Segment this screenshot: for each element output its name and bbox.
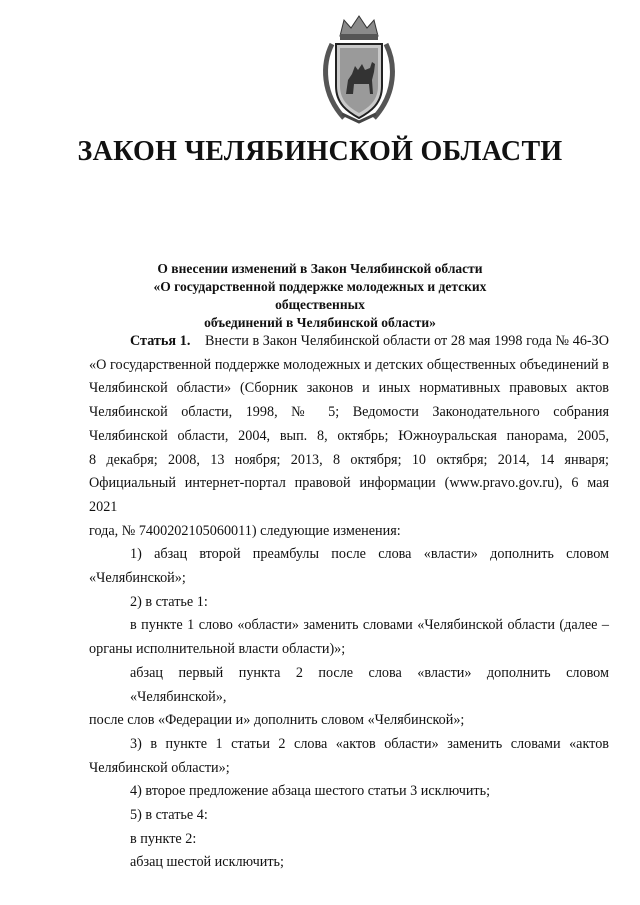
item-line: 2) в статье 1:	[130, 593, 208, 610]
item-line: 1) абзац второй преамбулы после слова «власти» дополнить словом	[130, 546, 609, 563]
article-label: Статья 1.	[130, 333, 191, 349]
item-line: органы исполнительной власти области)»;	[89, 641, 346, 658]
item-paragraph	[89, 543, 609, 590]
article-text: Внести в Закон Челябинской области от 28 мая 1998 года № 46-ЗО	[205, 333, 609, 349]
item-line: абзац шестой исключить;	[130, 854, 284, 871]
law-title: ЗАКОН ЧЕЛЯБИНСКОЙ ОБЛАСТИ	[77, 136, 563, 167]
article-line: Челябинской области, 2004, вып. 8, октябрь; Южноуральская панорама, 2005,	[89, 427, 609, 444]
item-line: 5) в статье 4:	[130, 807, 208, 824]
item-line: после слов «Федерации и» дополнить словом «Челябинской»;	[89, 712, 465, 729]
item-paragraph	[89, 733, 609, 780]
item-line: «Челябинской»;	[89, 570, 186, 587]
subject-line: О внесении изменений в Закон Челябинской области	[157, 261, 483, 276]
article-line: «О государственной поддержке молодежных и детских общественных объединений в	[89, 356, 609, 373]
article-line: года, № 7400202105060011) следующие изменения:	[89, 522, 401, 539]
item-paragraph	[89, 780, 609, 804]
item-paragraph	[89, 851, 609, 875]
item-paragraph	[89, 591, 609, 615]
item-paragraph	[89, 614, 609, 661]
article-1-first-line	[89, 330, 609, 354]
article-line: 8 декабря; 2008, 13 ноября; 2013, 8 октября; 10 октября; 2014, 14 января;	[89, 451, 609, 468]
subject-line: объединений в Челябинской области»	[204, 315, 436, 330]
subject-line: «О государственной поддержке молодежных и детских общественных	[153, 279, 487, 312]
item-paragraph	[89, 662, 609, 733]
article-line: Челябинской области, 1998, № 5; Ведомости Законодательного собрания	[89, 404, 609, 421]
article-1-paragraph	[89, 330, 609, 543]
item-paragraph	[89, 804, 609, 828]
article-line: Челябинской области» (Сборник законов и иных нормативных правовых актов	[89, 380, 609, 397]
item-line: 4) второе предложение абзаца шестого статьи 3 исключить;	[130, 783, 491, 800]
coat-of-arms-emblem	[318, 14, 400, 126]
item-line: абзац первый пункта 2 после слова «власти» дополнить словом «Челябинской»,	[130, 664, 609, 705]
law-subject	[120, 260, 520, 332]
article-line: Официальный интернет-портал правовой информации (www.pravo.gov.ru), 6 мая 2021	[89, 475, 609, 515]
document-body	[89, 330, 609, 875]
item-line: в пункте 1 слово «области» заменить словами «Челябинской области (далее –	[130, 617, 609, 634]
item-line: Челябинской области»;	[89, 759, 230, 776]
item-line: 3) в пункте 1 статьи 2 слова «актов области» заменить словами «актов	[130, 735, 609, 752]
item-paragraph	[89, 828, 609, 852]
item-line: в пункте 2:	[130, 830, 197, 847]
